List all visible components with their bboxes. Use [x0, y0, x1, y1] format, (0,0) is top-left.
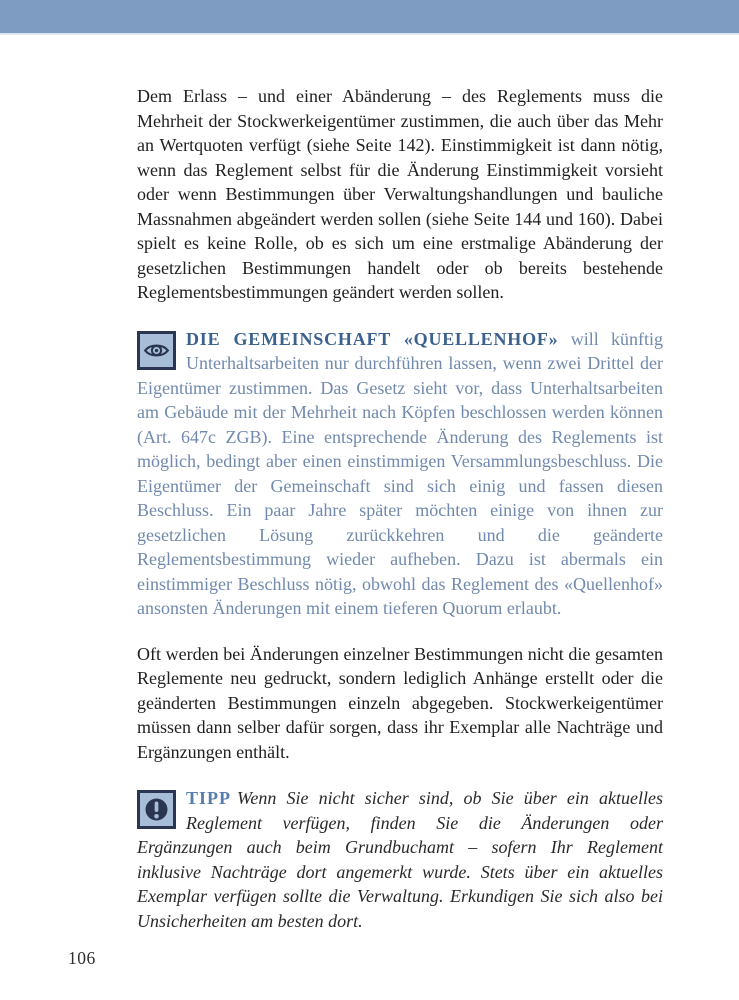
example-lead: DIE GEMEINSCHAFT «QUELLENHOF» — [186, 328, 559, 349]
page-number: 106 — [68, 948, 96, 968]
example-paragraph — [137, 327, 663, 621]
example-text: will künftig Unterhaltsarbeiten nur durchführen lassen, wenn zwei Drittel der Eigentümer zustimmen. Das Gesetz sieht vor, dass Unterhaltsarbeiten am Gebäude mit der Mehrheit nach Köpfen beschlossen werden können (Art. 647c ZGB). Eine entsprechende Änderung des Reglements ist möglich, bedingt aber einen einstimmigen Versammlungsbeschluss. Die Eigentümer der Gemeinschaft sind sich einig und fassen diesen Beschluss. Ein paar Jahre später möchten einige von ihnen zur gesetzlichen Lösung zurückkehren und die geänderte Reglementsbestimmung wieder aufheben. Dazu ist abermals ein einstimmiger Beschluss nötig, obwohl das Reglement des «Quellenhof» ansonsten Änderungen mit einem tieferen Quorum erlaubt. — [137, 328, 664, 618]
exclamation-icon — [137, 790, 176, 829]
body-paragraph-2: Oft werden bei Änderungen einzelner Bestimmungen nicht die gesamten Reglemente neu gedruckt, sondern lediglich Anhänge erstellt oder die geänderten Bestimmungen einzeln abgegeben. Stockwerkeigentümer müssen dann selber dafür sorgen, dass ihr Exemplar alle Nachträge und Ergänzungen enthält. — [137, 643, 663, 762]
page-header-bar — [0, 0, 739, 35]
tip-block — [137, 786, 663, 933]
tip-text: Wenn Sie nicht sicher sind, ob Sie über ein aktuelles Reglement verfügen, finden Sie die Änderungen oder Ergänzungen auch beim Grundbuchamt – sofern Ihr Reglement inklusive Nachträge dort angemerkt wurde. Stets über ein aktuelles Exemplar verfügen sollte die Verwaltung. Erkundigen Sie sich also bei Unsicherheiten am besten dort. — [137, 788, 663, 931]
body-paragraph-1: Dem Erlass – und einer Abänderung – des Reglements muss die Mehrheit der Stockwerkeigentümer zustimmen, die auch über das Mehr an Wertquoten verfügt (siehe Seite 142). Einstimmigkeit ist dann nötig, wenn das Reglement selbst für die Änderung Einstimmigkeit vorsieht oder wenn Bestimmungen über Verwaltungshandlungen und bauliche Massnahmen abgeändert werden sollen (siehe Seite 144 und 160). Dabei spielt es keine Rolle, ob es sich um eine erstmalige Abänderung der gesetzlichen Bestimmungen handelt oder ob bereits bestehende Reglementsbestimmungen geändert werden sollen. — [137, 86, 663, 302]
tip-label: TIPP — [186, 788, 232, 808]
example-block — [137, 327, 663, 621]
page-content — [137, 84, 663, 933]
tip-paragraph — [137, 786, 663, 933]
eye-icon — [137, 331, 176, 370]
